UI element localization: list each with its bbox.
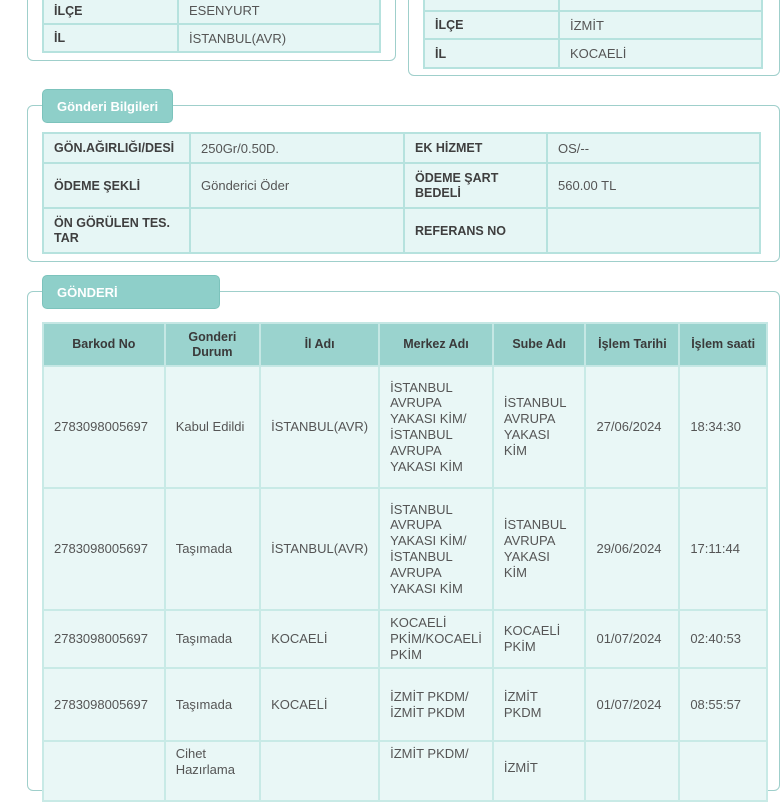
- branch-cell: İSTANBUL AVRUPA YAKASI KİM: [493, 488, 586, 610]
- table-row: [43, 488, 767, 610]
- date-cell: 29/06/2024: [585, 488, 679, 610]
- center-cell: İSTANBUL AVRUPA YAKASI KİM/ İSTANBUL AVRUPA YAKASI KİM: [379, 488, 493, 610]
- city-cell: KOCAELİ: [260, 610, 379, 668]
- col-branch: Sube Adı: [493, 323, 586, 366]
- col-city: İl Adı: [260, 323, 379, 366]
- reference-value: [547, 208, 760, 253]
- shipment-info-table: [42, 132, 761, 254]
- table-row: [43, 741, 767, 801]
- expected-delivery-value: [190, 208, 404, 253]
- table-row: [43, 366, 767, 488]
- barcode-cell: 2783098005697: [43, 488, 165, 610]
- branch-cell: İZMİT PKDM: [493, 668, 586, 741]
- sender-district-value: ESENYURT: [178, 0, 380, 24]
- sender-district-label: İLÇE: [43, 0, 178, 24]
- status-cell: Kabul Edildi: [165, 366, 260, 488]
- status-cell: Taşımada: [165, 488, 260, 610]
- center-cell: İSTANBUL AVRUPA YAKASI KİM/ İSTANBUL AVRUPA YAKASI KİM: [379, 366, 493, 488]
- shipment-info-row-2: [43, 163, 760, 208]
- payment-type-label: ÖDEME ŞEKLİ: [43, 163, 190, 208]
- receiver-city-value: KOCAELİ: [559, 39, 762, 68]
- barcode-cell: [43, 741, 165, 801]
- col-center: Merkez Adı: [379, 323, 493, 366]
- date-cell: 01/07/2024: [585, 610, 679, 668]
- receiver-district-label: İLÇE: [424, 11, 559, 39]
- receiver-hidden-cell: [424, 0, 559, 11]
- time-cell: 02:40:53: [679, 610, 767, 668]
- date-cell: 27/06/2024: [585, 366, 679, 488]
- shipment-info-title: Gönderi Bilgileri: [42, 89, 173, 123]
- time-cell: 08:55:57: [679, 668, 767, 741]
- status-cell: Taşımada: [165, 610, 260, 668]
- expected-delivery-label: ÖN GÖRÜLEN TES. TAR: [43, 208, 190, 253]
- receiver-table: [423, 0, 763, 69]
- table-row: [43, 668, 767, 741]
- city-cell: İSTANBUL(AVR): [260, 488, 379, 610]
- city-cell: KOCAELİ: [260, 668, 379, 741]
- cod-label: ÖDEME ŞART BEDELİ: [404, 163, 547, 208]
- sender-row-city: [43, 24, 380, 52]
- extra-service-label: EK HİZMET: [404, 133, 547, 163]
- center-cell: İZMİT PKDM/ İZMİT PKDM: [379, 668, 493, 741]
- col-date: İşlem Tarihi: [585, 323, 679, 366]
- receiver-row-city: [424, 39, 762, 68]
- city-cell: [260, 741, 379, 801]
- status-cell: Taşımada: [165, 668, 260, 741]
- branch-cell: İSTANBUL AVRUPA YAKASI KİM: [493, 366, 586, 488]
- barcode-cell: 2783098005697: [43, 610, 165, 668]
- table-row: [43, 610, 767, 668]
- branch-cell: KOCAELİ PKİM: [493, 610, 586, 668]
- status-cell: Cihet Hazırlama: [165, 741, 260, 801]
- col-time: İşlem saati: [679, 323, 767, 366]
- barcode-cell: 2783098005697: [43, 366, 165, 488]
- time-cell: 17:11:44: [679, 488, 767, 610]
- shipment-info-row-3: [43, 208, 760, 253]
- sender-city-value: İSTANBUL(AVR): [178, 24, 380, 52]
- extra-service-value: OS/--: [547, 133, 760, 163]
- receiver-district-value: İZMİT: [559, 11, 762, 39]
- receiver-hidden-value: [559, 0, 762, 11]
- barcode-cell: 2783098005697: [43, 668, 165, 741]
- date-cell: [585, 741, 679, 801]
- sender-row-district: [43, 0, 380, 24]
- col-status: Gonderi Durum: [165, 323, 260, 366]
- col-barcode: Barkod No: [43, 323, 165, 366]
- receiver-city-label: İL: [424, 39, 559, 68]
- cod-value: 560.00 TL: [547, 163, 760, 208]
- center-cell: İZMİT PKDM/: [379, 741, 493, 801]
- reference-label: REFERANS NO: [404, 208, 547, 253]
- date-cell: 01/07/2024: [585, 668, 679, 741]
- movements-table: [42, 322, 768, 802]
- weight-label: GÖN.AĞIRLIĞI/DESİ: [43, 133, 190, 163]
- payment-type-value: Gönderici Öder: [190, 163, 404, 208]
- movements-header-row: [43, 323, 767, 366]
- time-cell: [679, 741, 767, 801]
- movements-title: GÖNDERİ: [42, 275, 220, 309]
- receiver-row-hidden: [424, 0, 762, 11]
- shipment-info-row-1: [43, 133, 760, 163]
- city-cell: İSTANBUL(AVR): [260, 366, 379, 488]
- weight-value: 250Gr/0.50D.: [190, 133, 404, 163]
- branch-cell: İZMİT: [493, 741, 586, 801]
- sender-table: [42, 0, 381, 53]
- center-cell: KOCAELİ PKİM/KOCAELİ PKİM: [379, 610, 493, 668]
- sender-city-label: İL: [43, 24, 178, 52]
- receiver-row-district: [424, 11, 762, 39]
- time-cell: 18:34:30: [679, 366, 767, 488]
